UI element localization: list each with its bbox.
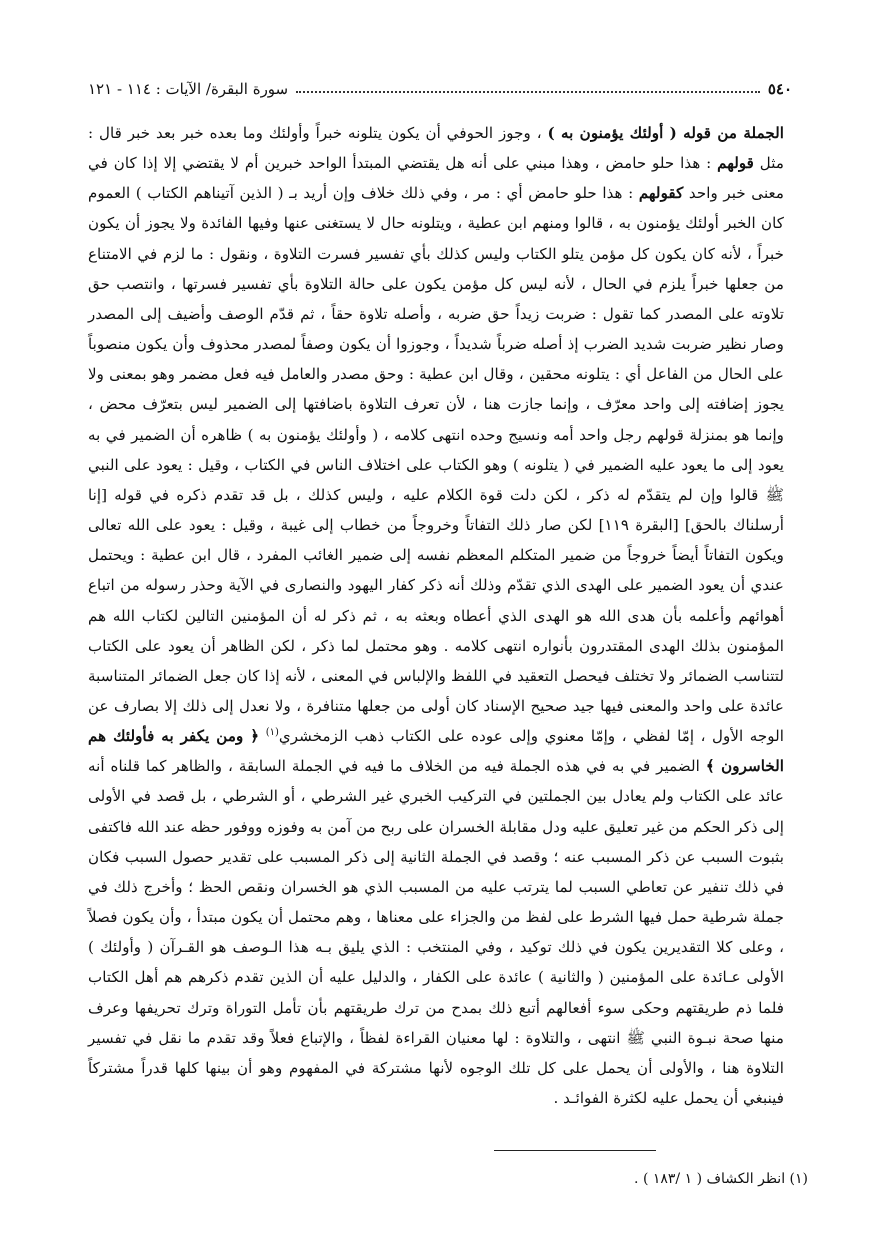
text-run: ، وجوز الحوفي أن يكون يتلونه خبراً وأولئك وما بعده خبر بعد خبر قال : مثل — [88, 124, 784, 173]
footnote: (١) انظر الكشاف ( ١ /١٨٣ ) . — [634, 1171, 808, 1187]
paragraph — [88, 118, 784, 1113]
footnote-ref[interactable]: (١) — [265, 727, 279, 739]
quran-verse: ﴿ ومن يكفر به فأولئك هم الخاسرون ﴾ — [88, 727, 784, 776]
bold-phrase: قولهم — [717, 154, 754, 173]
page-number: ٥٤٠ — [767, 80, 792, 98]
text-run: : هذا حلو حامض أي : مر ، وفي ذلك خلاف وإن أريد بـ ( الذين آتيناهم الكتاب ) العموم كان الخبر أولئك يؤمنون به ، قالوا ومنهم ابن عطية ، ويتلونه حال لا يستغنى عنها وفيها الفائدة ولا يجوز أن يكون خبراً ، لأنه كان يكون كل مؤمن يتلو الكتاب وليس كذلك بأي تفسير فسرت التلاوة ، ونقول : ما لزم في الامتناع من جعلها خبراً يلزم في الحال ، لأنه ليس كل مؤمن يكون على حالة التلاوة بأي تفسير فسرتها ، وانتصب حق تلاوته على المصدر كما تقول : ضربت زيداً حق ضربه ، وأصله تلاوة حقاً ، ثم قدّم الوصف وأضيف إلى المصدر وصار نظير ضربت شديد الضرب إذ أصله ضرباً شديداً ، وجوزوا أن يكون وصفاً لمصدر محذوف وأن يكون منصوباً على الحال من الفاعل أي : يتلونه محقين ، وقال ابن عطية : وحق مصدر والعامل فيه فعل مضمر وهو بمعنى ولا يجوز إضافته إلى واحد معرّف ، وإنما جازت هنا ، لأن تعرف التلاوة باضافتها إلى الضمير ليس بتعرّف محض ، وإنما هو بمنزلة قولهم رجل واحد أمه ونسيج وحده انتهى كلامه ، ( وأولئك يؤمنون به ) ظاهره أن الضمير في به يعود إلى ما يعود عليه الضمير في ( يتلونه ) وهو الكتاب على اختلاف الناس في الكتاب ، وقيل : يعود على النبي ﷺ قالوا وإن لم يتقدّم له ذكر ، لكن دلت قوة الكلام عليه ، وليس كذلك ، بل قد تقدم ذكره في قوله [إنا أرسلناك بالحق] [البقرة ١١٩] لكن صار ذلك التفاتاً وخروجاً من خطاب إلى غيبة ، وقيل : يعود على الله تعالى ويكون التفاتاً أيضاً خروجاً من ضمير المتكلم المعظم نفسه إلى ضمير الغائب المفرد ، قال ابن عطية : ويحتمل عندي أن يعود الضمير على الهدى الذي تقدّم وذلك أنه ذكر كفار اليهود والنصارى في الآية وحذر رسوله من اتباع أهوائهم وأعلمه بأن هدى الله هو الهدى الذي أعطاه وبعثه به ، ثم ذكر له أن المؤمنين التالين لكتاب الله هم المؤمنون بذلك الهدى المقتدرون بأنواره انتهى كلامه . وهو محتمل لما ذكر ، لكن الظاهر أن يعود على الكتاب لتتناسب الضمائر ولا تختلف فيحصل التعقيد في اللفظ والإلباس في المعنى ، لأنه إذا كان جعل الضمائر المتناسبة عائدة على واحد والمعنى فيها جيد صحيح الإسناد كان أولى من جعلها متنافرة ، ولا نعدل إلى ذلك إلا بصارف عن الوجه الأول ، إمّا لفظي ، وإمّا معنوي وإلى عوده على الكتاب ذهب الزمخشري — [88, 184, 785, 746]
header-title: سورة البقرة/ الآيات : ١١٤ - ١٢١ — [88, 80, 289, 98]
bold-phrase: الجملة من قوله ( أولئك يؤمنون به ) — [547, 124, 784, 142]
text-run: الضمير في به في هذه الجملة فيه من الخلاف ما فيه في الجملة السابقة ، والظاهر كما قلناه أنه عائد على الكتاب ولم يعادل بين الجملتين في التركيب الخبري غير الشرطي ، أو الشرطي ، بل قصد في الأولى إلى ذكر الحكم من غير تعليق عليه ودل مقابلة الخسران على ربح من آمن به وفوزه ووفور حظه عند الله فاكتفى بثبوت السبب عن ذكر المسبب عنه ؛ وقصد في الجملة الثانية إلى ذكر المسبب على تقدير حصول السبب فكان في ذلك تنفير عن تعاطي السبب لما يترتب عليه من المسبب الذي هو الخسران ونقص الحظ ؛ وأخرج ذلك في جملة شرطية حمل فيها الشرط على لفظ من والجزاء على معناها ، وهم محتمل أن يكون مبتدأ ، وأن يكون فصلاً ، وعلى كلا التقديرين يكون في ذلك توكيد ، وفي المنتخب : الذي يليق بـه هذا الـوصف هو القـرآن ( وأولئك ) الأولى عـائدة على المؤمنين ( والثانية ) عائدة على الكفار ، والدليل عليه أن الذين تقدم ذكرهم هم أهل الكتاب فلما ذم طريقتهم وحكى سوء أفعالهم أتبع ذلك بمدح من ترك طريقتهم بأن تأمل التوراة وترك تحريفها وعرف منها صحة نبـوة النبي ﷺ انتهى ، والتلاوة : لها معنيان القراءة لفظاً ، والإتباع فعلاً وقد تقدم ما نقل في تفسير التلاوة هنا ، والأولى أن يحمل على كل تلك الوجوه لأنها مشتركة في المفهوم وهو أن بينها كلها قدراً مشتركاً فينبغي أن يحمل عليه لكثرة الفوائـد . — [88, 757, 784, 1107]
bold-phrase: كقولهم — [638, 184, 684, 203]
text-run: : هذا حلو حامض ، وهذا مبني على أنه هل يقتضي المبتدأ الواحد خبرين أم لا يقتضي إلا إذا كان في معنى خبر واحد — [88, 154, 784, 203]
running-header — [88, 72, 792, 106]
header-dotted-leader — [296, 91, 760, 93]
footnote-divider — [494, 1150, 656, 1151]
main-text — [88, 118, 784, 1113]
